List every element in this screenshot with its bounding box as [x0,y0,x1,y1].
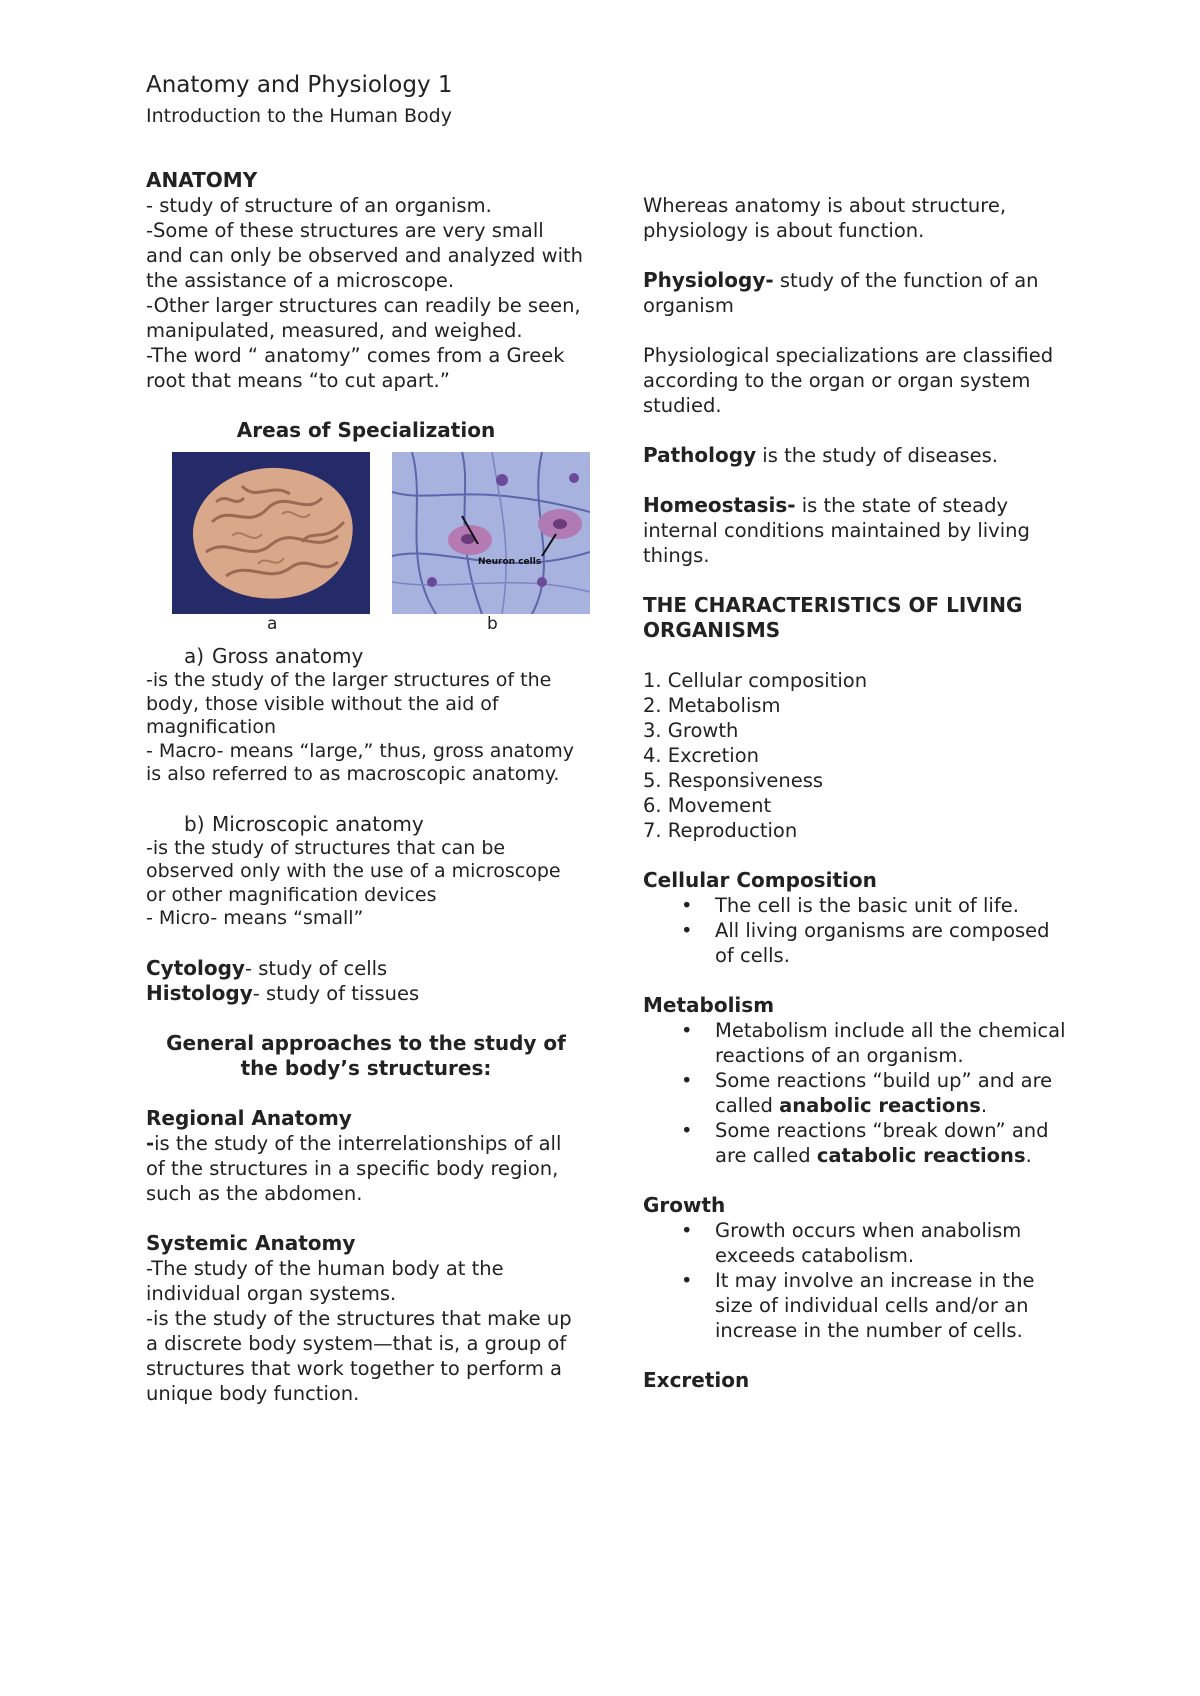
microscopic-anatomy-title: Microscopic anatomy [212,811,424,836]
anatomy-heading: ANATOMY [146,168,258,192]
systemic-line: -is the study of the structures that make up a discrete body system—that is, a group of structures that work together to perform a unique body function. [146,1306,572,1405]
list-item: • Some reactions “build up” and are called anabolic reactions. [643,1068,1073,1118]
list-item: • It may involve an increase in the size of individual cells and/or an increase in the number of cells. [643,1268,1073,1343]
areas-heading: Areas of Specialization [236,418,496,442]
histology-line: Histology- study of tissues [146,980,420,1005]
gross-line: - Macro- means “large,” thus, gross anatomy is also referred to as macroscopic anatomy. [146,739,574,785]
list-item: • Some reactions “break down” and are called catabolic reactions. [643,1118,1073,1168]
anatomy-line: -Other larger structures can readily be seen, manipulated, measured, and weighed. [146,294,581,342]
figure-b-caption: b [487,614,498,634]
figure-row [146,452,586,632]
gross-line: -is the study of the larger structures of the body, those visible without the aid of magnification [146,669,552,738]
physiology-definition: Physiology- study of the function of an organism [643,268,1039,317]
microscopic-anatomy-heading: b) Microscopic anatomy [184,811,424,836]
characteristics-heading: THE CHARACTERISTICS OF LIVING ORGANISMS [643,593,1023,642]
page-subtitle: Introduction to the Human Body [146,105,452,127]
general-approaches-heading: General approaches to the study of the body’s structures: [166,1030,566,1080]
metabolism-title: Metabolism [643,993,775,1017]
micro-line: -is the study of structures that can be observed only with the use of a microscope or other magnification devices [146,836,561,906]
growth-list [643,1218,1073,1343]
anatomy-line: - study of structure of an organism. [146,194,492,217]
list-item: 3. Growth [643,719,739,742]
list-item: 4. Excretion [643,744,759,767]
anatomy-line: -The word “ anatomy” comes from a Greek root that means “to cut apart.” [146,344,565,392]
list-item: 1. Cellular composition [643,669,868,692]
anatomy-line: -Some of these structures are very small and can only be observed and analyzed with the assistance of a microscope. [146,219,584,292]
specializations-text: Physiological specializations are classified according to the organ or organ system studied. [643,344,1054,417]
brain-image [172,452,370,614]
right-column [643,193,1073,1393]
regional-anatomy-text: -is the study of the interrelationships of all of the structures in a specific body region, such as the abdomen. [146,1131,562,1205]
regional-anatomy-title: Regional Anatomy [146,1105,352,1130]
metabolism-list [643,1018,1073,1168]
systemic-line: -The study of the human body at the individual organ systems. [146,1256,504,1305]
cellular-composition-list [643,893,1073,968]
cellular-composition-title: Cellular Composition [643,868,877,892]
gross-anatomy-heading: a) Gross anatomy [184,644,364,668]
list-item: 6. Movement [643,794,772,817]
cytology-line: Cytology- study of cells [146,955,388,980]
list-item: 5. Responsiveness [643,769,824,792]
intro-text: Whereas anatomy is about structure, physiology is about function. [643,194,1007,242]
systemic-anatomy-title: Systemic Anatomy [146,1230,356,1255]
list-item: • The cell is the basic unit of life. [643,893,1073,918]
growth-title: Growth [643,1193,726,1217]
list-item: • Metabolism include all the chemical reactions of an organism. [643,1018,1073,1068]
neuron-cells-label: Neuron cells [478,557,542,567]
gross-anatomy-title: Gross anatomy [212,644,364,668]
list-item: • All living organisms are composed of cells. [643,918,1073,968]
list-item: 2. Metabolism [643,694,781,717]
excretion-title: Excretion [643,1368,750,1392]
pathology-definition: Pathology is the study of diseases. [643,443,998,467]
homeostasis-definition: Homeostasis- is the state of steady internal conditions maintained by living things. [643,493,1030,567]
figure-a-caption: a [267,614,278,634]
left-column [146,168,586,1406]
characteristics-list [643,668,1073,843]
list-item: 7. Reproduction [643,819,798,842]
neuron-cells-image [392,452,590,614]
page-title: Anatomy and Physiology 1 [146,72,453,98]
micro-line: - Micro- means “small” [146,907,364,929]
list-item: • Growth occurs when anabolism exceeds catabolism. [643,1218,1073,1268]
